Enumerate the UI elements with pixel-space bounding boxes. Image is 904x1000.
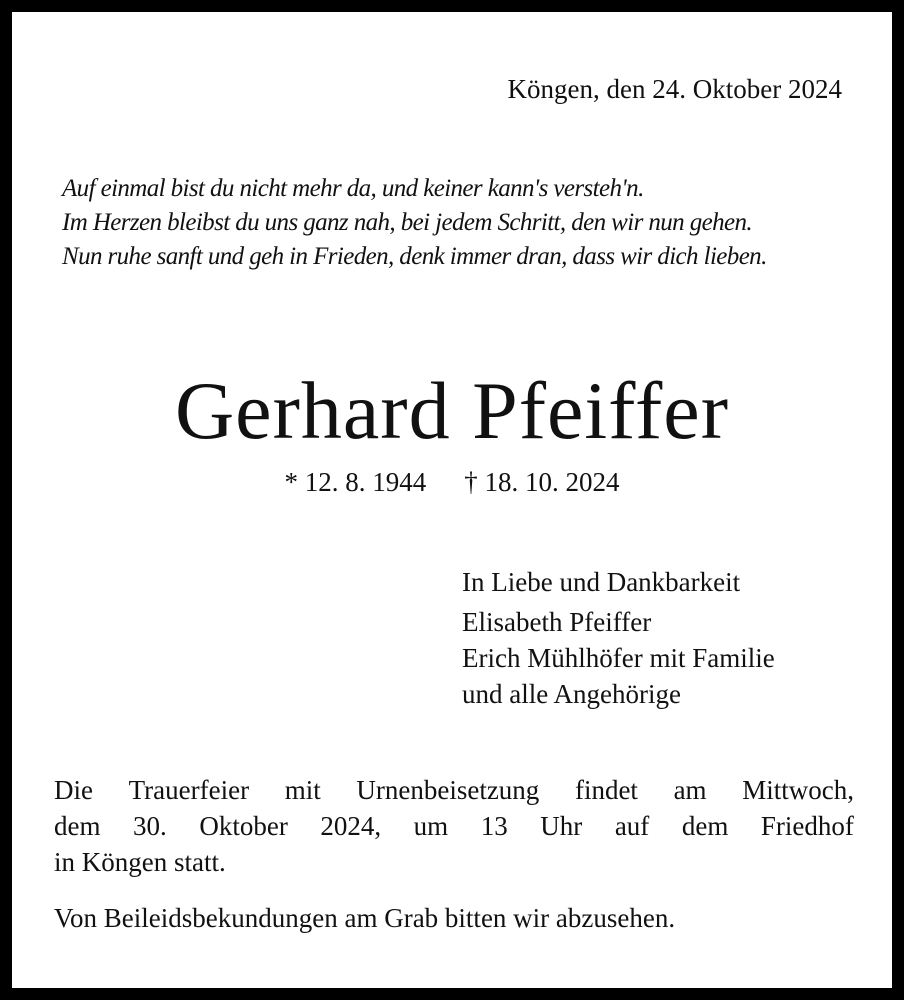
service-word: Oktober xyxy=(199,811,288,841)
service-word: 2024, xyxy=(320,811,382,841)
service-word: Die xyxy=(54,775,93,805)
service-word: Trauerfeier xyxy=(128,775,250,805)
service-line-1 xyxy=(54,772,854,808)
service-line-2 xyxy=(54,808,854,844)
service-word: auf xyxy=(614,811,650,841)
service-word: Friedhof xyxy=(760,811,854,841)
poem-line: Im Herzen bleibst du uns ganz nah, bei jedem Schritt, den wir nun gehen. xyxy=(62,209,753,236)
mourners-block xyxy=(462,564,775,712)
life-dates xyxy=(12,467,892,498)
service-word: 13 xyxy=(480,811,508,841)
service-word: 30. xyxy=(133,811,167,841)
mourners-intro: In Liebe und Dankbarkeit xyxy=(462,567,741,597)
place-date-line: Köngen, den 24. Oktober 2024 xyxy=(507,74,842,104)
service-word: um xyxy=(413,811,449,841)
mourner-name: und alle Angehörige xyxy=(462,679,681,709)
service-word: Urnenbeisetzung xyxy=(356,775,540,805)
service-word: findet xyxy=(574,775,638,805)
deceased-name: Gerhard Pfeiffer xyxy=(174,365,730,456)
poem-line: Nun ruhe sanft und geh in Frieden, denk immer dran, dass wir dich lieben. xyxy=(62,243,767,270)
memorial-poem xyxy=(62,172,767,274)
condolence-request: Von Beileidsbekundungen am Grab bitten wir abzusehen. xyxy=(54,903,676,933)
service-word: Uhr xyxy=(540,811,583,841)
service-word: dem xyxy=(54,811,101,841)
mourner-name: Elisabeth Pfeiffer xyxy=(462,607,652,637)
service-word: mit xyxy=(284,775,321,805)
service-line-3: in Köngen statt. xyxy=(54,847,226,877)
mourner-name: Erich Mühlhöfer mit Familie xyxy=(462,643,775,673)
service-word: Mittwoch, xyxy=(742,775,854,805)
service-word: am xyxy=(673,775,707,805)
birth-date: * 12. 8. 1944 xyxy=(284,467,427,497)
death-date: † 18. 10. 2024 xyxy=(464,467,620,497)
poem-line: Auf einmal bist du nicht mehr da, und keiner kann's versteh'n. xyxy=(62,175,644,202)
service-word: dem xyxy=(681,811,729,841)
funeral-service-info xyxy=(54,772,854,880)
